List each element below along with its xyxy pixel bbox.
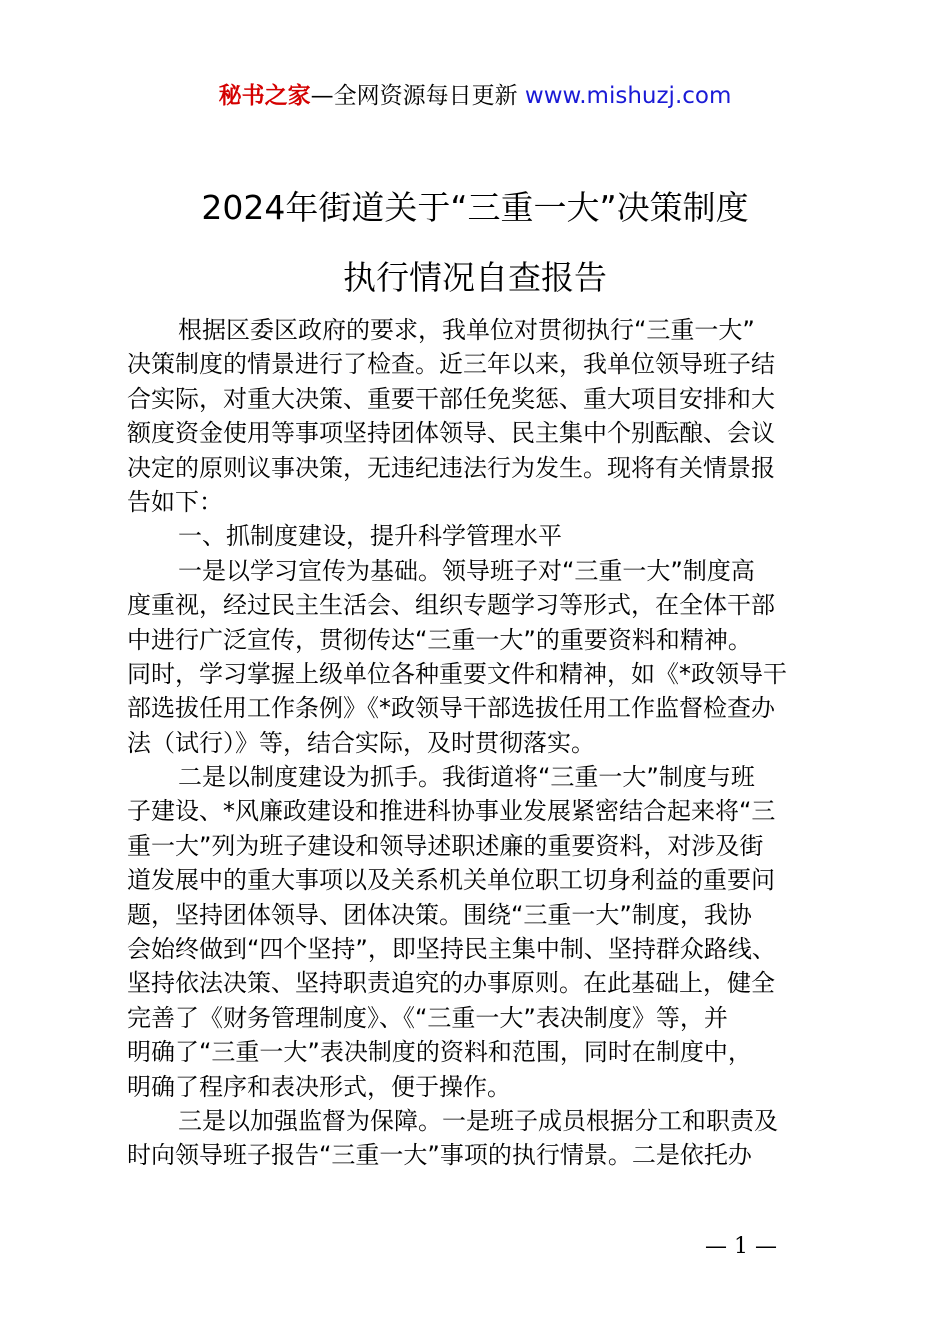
text-line: 中进行广泛宣传，贯彻传达“三重一大”的重要资料和精神。 [127,625,752,654]
text-line: 同时，学习掌握上级单位各种重要文件和精神，如《*政领导干 [127,659,787,688]
text-line: 时向领导班子报告“三重一大”事项的执行情景。二是依托办 [127,1141,752,1170]
text-line: 额度资金使用等事项坚持团体领导、民主集中个别酝酿、会议 [127,419,775,448]
text-line: 道发展中的重大事项以及关系机关单位职工切身利益的重要问 [127,866,775,895]
text-line: 重一大”列为班子建设和领导述职述廉的重要资料，对涉及街 [127,831,764,860]
text-line: 明确了“三重一大”表决制度的资料和范围，同时在制度中， [127,1038,752,1067]
text-line: 告如下： [127,487,223,516]
text-line: 一是以学习宣传为基础。领导班子对“三重一大”制度高 [178,556,755,585]
text-line: 完善了《财务管理制度》、《“三重一大”表决制度》等，并 [127,1003,728,1032]
site-url-link[interactable]: www.mishuzj.com [524,83,732,109]
text-line: 部选拔任用工作条例》《*政领导干部选拔任用工作监督检查办 [127,694,775,723]
document-title-line-1: 2024年街道关于“三重一大”决策制度 [201,188,749,227]
document-title-line-2: 执行情况自查报告 [343,258,607,297]
section-heading: 一、抓制度建设，提升科学管理水平 [178,522,562,551]
text-line: 会始终做到“四个坚持”，即坚持民主集中制、坚持群众路线、 [127,935,776,964]
site-banner [0,80,950,112]
document-body [127,313,842,1173]
text-line: 明确了程序和表决形式，便于操作。 [127,1072,511,1101]
text-line: 度重视，经过民主生活会、组织专题学习等形式，在全体干部 [127,591,775,620]
text-line: 根据区委区政府的要求，我单位对贯彻执行“三重一大” [178,316,755,344]
text-line: 题，坚持团体领导、团体决策。围绕“三重一大”制度，我协 [127,900,752,929]
text-line: 法（试行）》等，结合实际，及时贯彻落实。 [127,728,595,757]
banner-tagline: —全网资源每日更新 [310,83,518,109]
text-line: 三是以加强监督为保障。一是班子成员根据分工和职责及 [178,1106,778,1135]
text-line: 合实际，对重大决策、重要干部任免奖惩、重大项目安排和大 [127,384,775,413]
brand-name: 秘书之家 [218,83,311,109]
text-line: 子建设、*风廉政建设和推进科协事业发展紧密结合起来将“三 [127,797,776,826]
text-line: 决定的原则议事决策，无违纪违法行为发生。现将有关情景报 [127,453,775,482]
page-number: — 1 — [705,1234,777,1259]
text-line: 决策制度的情景进行了检查。近三年以来，我单位领导班子结 [127,350,775,379]
text-line: 坚持依法决策、坚持职责追究的办事原则。在此基础上，健全 [127,969,775,998]
text-line: 二是以制度建设为抓手。我街道将“三重一大”制度与班 [178,763,755,792]
